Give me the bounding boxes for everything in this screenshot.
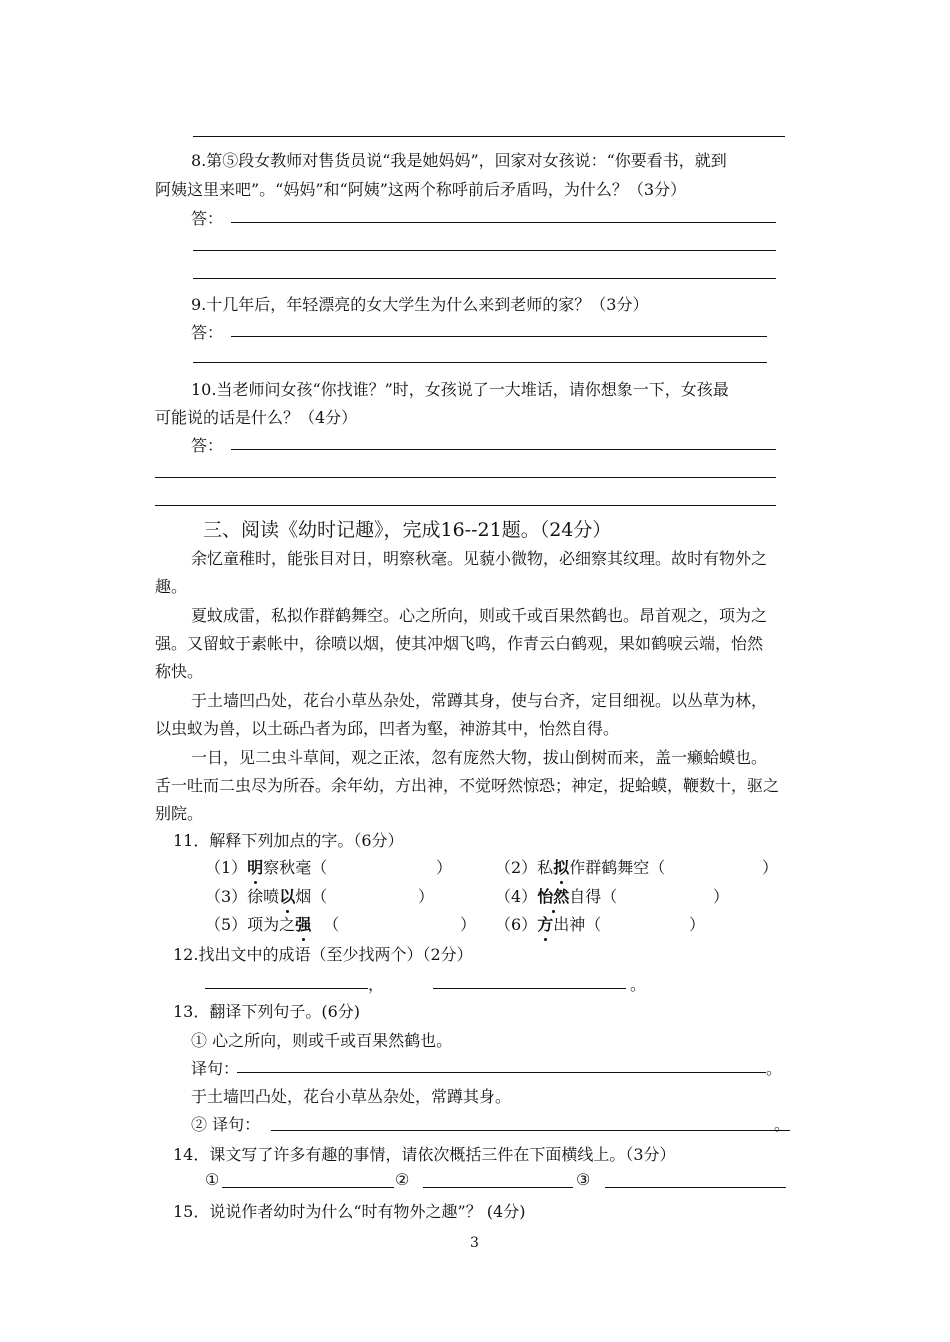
passage-p2-line3: 称快。 bbox=[155, 662, 204, 681]
q10-answer-line-2[interactable] bbox=[155, 477, 776, 478]
passage-p4-line1: 一日，见二虫斗草间，观之正浓，忽有庞然大物，拔山倒树而来，盖一癞蛤蟆也。 bbox=[191, 748, 768, 767]
dotted-char: 方 bbox=[537, 912, 553, 935]
page-number: 3 bbox=[470, 1235, 479, 1251]
q8-line1: 8.第⑤段女教师对售货员说“我是她妈妈”，回家对女孩说：“你要看书，就到 bbox=[191, 151, 727, 170]
q14-answer-line-2[interactable] bbox=[423, 1187, 573, 1188]
q11-item-2: （2）私拟作群鹤舞空（ bbox=[495, 855, 665, 878]
q11-title: 11．解释下列加点的字。（6分） bbox=[173, 831, 404, 850]
section-title: 三、阅读《幼时记趣》，完成16--21题。（24分） bbox=[203, 519, 612, 541]
q8-answer-line-2[interactable] bbox=[193, 250, 776, 251]
q13-period-2: 。 bbox=[774, 1115, 791, 1134]
q14-answer-line-1[interactable] bbox=[222, 1187, 394, 1188]
q11-item-4-close: ） bbox=[713, 887, 730, 906]
passage-p1-line2: 趣。 bbox=[155, 577, 188, 596]
q13-answer-line-2[interactable] bbox=[271, 1130, 790, 1131]
dotted-char: 强 bbox=[295, 912, 311, 935]
q11-item-3-close: ） bbox=[418, 887, 435, 906]
answer-line[interactable] bbox=[193, 136, 785, 137]
q12-comma: ， bbox=[368, 975, 385, 994]
q12-period: 。 bbox=[630, 975, 647, 994]
q11-item-1-close: ） bbox=[436, 858, 453, 877]
q9-answer-label: 答： bbox=[191, 323, 224, 342]
q14-marker-3: ③ bbox=[576, 1170, 591, 1189]
q12-answer-line-1[interactable] bbox=[205, 988, 368, 989]
q10-answer-line-3[interactable] bbox=[155, 505, 776, 506]
q11-item-6: （6）方出神（ bbox=[495, 912, 601, 935]
q10-answer-line-1[interactable] bbox=[231, 449, 776, 450]
q8-answer-label: 答： bbox=[191, 209, 224, 228]
q9-answer-line-2[interactable] bbox=[193, 362, 767, 363]
passage-p2-line2: 强。又留蚊于素帐中，徐喷以烟，使其冲烟飞鸣，作青云白鹤观，果如鹤唳云端，怡然 bbox=[155, 634, 764, 653]
q14-marker-2: ② bbox=[395, 1170, 410, 1189]
q12-title: 12.找出文中的成语（至少找两个）（2分） bbox=[173, 945, 473, 964]
q8-answer-line-3[interactable] bbox=[193, 278, 776, 279]
q11-item-5-close: ） bbox=[460, 915, 477, 934]
dotted-char: 以 bbox=[279, 884, 295, 907]
dotted-char: 明 bbox=[247, 855, 263, 878]
q11-item-1: （1）明察秋毫（ bbox=[205, 855, 327, 878]
q14-answer-line-3[interactable] bbox=[605, 1187, 786, 1188]
q14-marker-1: ① bbox=[205, 1170, 220, 1189]
passage-p1-line1: 余忆童稚时，能张目对日，明察秋毫。见藐小微物，必细察其纹理。故时有物外之 bbox=[191, 549, 768, 568]
q13-period-1: 。 bbox=[766, 1059, 783, 1078]
q11-item-3: （3）徐喷以烟（ bbox=[205, 884, 327, 907]
passage-p2-line1: 夏蚊成雷，私拟作群鹤舞空。心之所向，则或千或百果然鹤也。昂首观之，项为之 bbox=[191, 606, 768, 625]
q8-answer-line-1[interactable] bbox=[231, 222, 776, 223]
q12-answer-line-2[interactable] bbox=[433, 988, 626, 989]
q11-item-6-close: ） bbox=[689, 915, 706, 934]
q14-title: 14．课文写了许多有趣的事情，请依次概括三件在下面横线上。（3分） bbox=[173, 1145, 676, 1164]
q13-sentence-1: ① 心之所向，则或千或百果然鹤也。 bbox=[191, 1031, 453, 1050]
q13-sentence-2: 于土墙凹凸处，花台小草丛杂处，常蹲其身。 bbox=[191, 1087, 512, 1106]
q10-line2: 可能说的话是什么？（4分） bbox=[155, 408, 358, 427]
dotted-char: 怡然 bbox=[537, 884, 569, 907]
passage-p3-line2: 以虫蚁为兽，以土砾凸者为邱，凹者为壑，神游其中，怡然自得。 bbox=[155, 719, 620, 738]
passage-p4-line2: 舌一吐而二虫尽为所吞。余年幼，方出神，不觉呀然惊恐；神定，捉蛤蟆，鞭数十，驱之 bbox=[155, 776, 780, 795]
dotted-char: 拟 bbox=[553, 855, 569, 878]
passage-p4-line3: 别院。 bbox=[155, 804, 204, 823]
q9-question: 9.十几年后，年轻漂亮的女大学生为什么来到老师的家？（3分） bbox=[191, 295, 649, 314]
q8-line2: 阿姨这里来吧”。“妈妈”和“阿姨”这两个称呼前后矛盾吗，为什么？（3分） bbox=[155, 180, 687, 199]
q9-answer-line-1[interactable] bbox=[231, 336, 767, 337]
q10-answer-label: 答： bbox=[191, 436, 224, 455]
passage-p3-line1: 于土墙凹凸处，花台小草丛杂处，常蹲其身，使与台齐，定目细视。以丛草为林， bbox=[191, 691, 768, 710]
q13-answer-line-1[interactable] bbox=[237, 1072, 766, 1073]
q11-item-5: （5）项为之强 （ bbox=[205, 912, 339, 935]
q11-item-2-close: ） bbox=[762, 858, 779, 877]
q13-label-2: ② 译句： bbox=[191, 1115, 261, 1134]
q13-title: 13．翻译下列句子。(6分) bbox=[173, 1002, 361, 1021]
q10-line1: 10.当老师问女孩“你找谁？”时，女孩说了一大堆话，请你想象一下，女孩最 bbox=[191, 380, 729, 399]
q11-item-4: （4）怡然自得（ bbox=[495, 884, 617, 907]
q13-label-1: 译句： bbox=[191, 1059, 240, 1078]
q15-title: 15．说说作者幼时为什么“时有物外之趣”？ (4分) bbox=[173, 1202, 526, 1221]
